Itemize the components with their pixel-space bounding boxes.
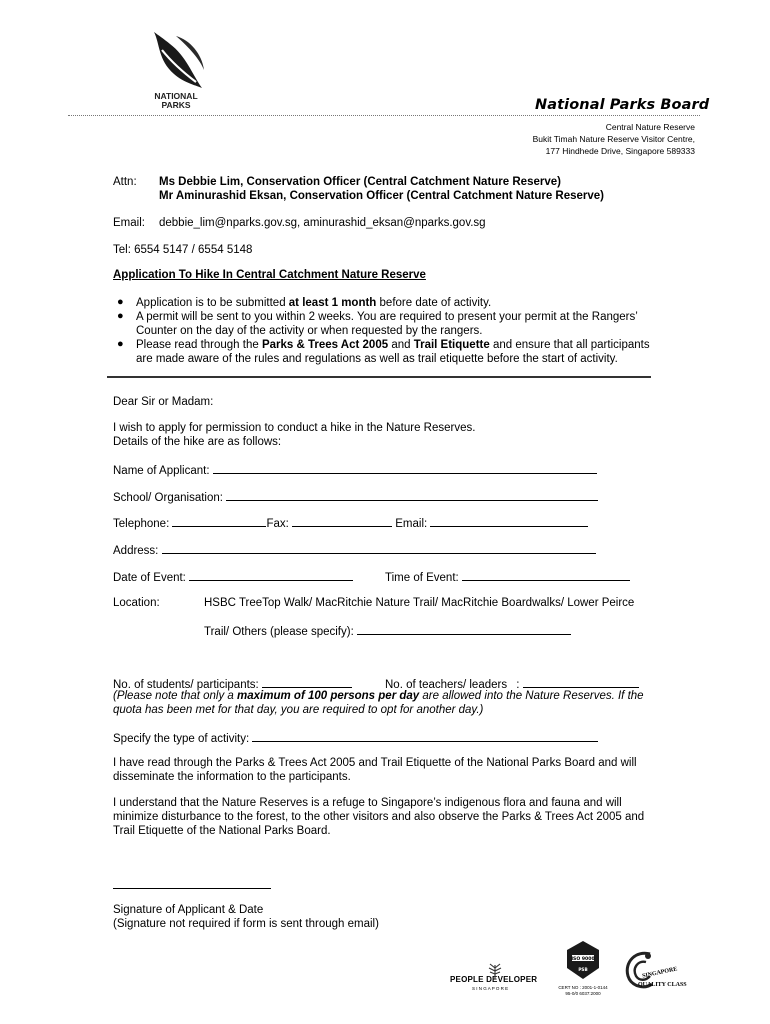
people-developer-country: S I N G A P O R E bbox=[472, 986, 509, 991]
singapore-quality-class-logo bbox=[620, 948, 690, 998]
attn-recipient-1: Ms Debbie Lim, Conservation Officer (Central Catchment Nature Reserve) bbox=[159, 176, 561, 188]
applicant-name-label: Name of Applicant: bbox=[113, 465, 210, 477]
application-title: Application To Hike In Central Catchment Nature Reserve bbox=[113, 269, 426, 281]
bullet-text: Application is to be submitted bbox=[136, 297, 289, 309]
location-others-row bbox=[204, 623, 571, 639]
bullet-emphasis: Parks & Trees Act 2005 bbox=[261, 339, 389, 351]
date-field[interactable] bbox=[189, 569, 353, 581]
location-others-field[interactable] bbox=[357, 623, 571, 635]
location-label: Location: bbox=[113, 597, 160, 609]
note-emphasis: maximum of 100 persons per day bbox=[237, 690, 420, 702]
people-developer-text: PEOPLE DEVELOPER bbox=[450, 975, 538, 984]
activity-label: Specify the type of activity: bbox=[113, 733, 250, 745]
note-text: (Please note that only a bbox=[113, 690, 238, 702]
school-row bbox=[113, 489, 598, 505]
bullet-text: and ensure that all participants bbox=[489, 339, 650, 351]
section-divider bbox=[107, 376, 651, 378]
sqc-text-1: SINGAPORE bbox=[641, 966, 678, 980]
office-address bbox=[533, 121, 695, 157]
signature-note: (Signature not required if form is sent through email) bbox=[113, 918, 379, 930]
students-field[interactable] bbox=[262, 676, 352, 688]
time-label: Time of Event: bbox=[385, 572, 459, 584]
fax-field[interactable] bbox=[292, 515, 392, 527]
bullet-text: and bbox=[388, 339, 414, 351]
teachers-field[interactable] bbox=[523, 676, 639, 688]
wheat-icon bbox=[486, 963, 504, 979]
intro-line-2: Details of the hike are as follows: bbox=[113, 436, 282, 448]
time-field[interactable] bbox=[462, 569, 630, 581]
bullet-icon: ● bbox=[117, 296, 124, 308]
intro-line-1: I wish to apply for permission to conduct a hike in the Nature Reserves. bbox=[113, 422, 476, 434]
contact-row bbox=[113, 515, 588, 531]
contact-email-field[interactable] bbox=[430, 515, 588, 527]
logo-text-parks: PARKS bbox=[161, 100, 191, 110]
date-row bbox=[113, 569, 353, 585]
school-field[interactable] bbox=[226, 489, 598, 501]
address-label: Address: bbox=[113, 545, 159, 557]
address-line: Bukit Timah Nature Reserve Visitor Centre, bbox=[532, 134, 695, 144]
address-line: 177 Hindhede Drive, Singapore 589333 bbox=[545, 146, 695, 156]
bullet-text: Please read through the bbox=[136, 339, 262, 351]
declaration-1-cont: disseminate the information to the participants. bbox=[113, 771, 351, 783]
applicant-name-field[interactable] bbox=[213, 462, 597, 474]
teachers-colon: : bbox=[516, 679, 520, 691]
iso-seal-icon bbox=[565, 940, 601, 980]
attn-recipient-2: Mr Aminurashid Eksan, Conservation Officer (Central Catchment Nature Reserve) bbox=[159, 190, 604, 202]
declaration-2: I understand that the Nature Reserves is a refuge to Singapore’s indigenous flora and fauna and will bbox=[113, 797, 622, 809]
bullet-icon: ● bbox=[117, 310, 124, 322]
activity-row bbox=[113, 730, 598, 746]
iso-label: ISO 9000 bbox=[571, 957, 595, 962]
cert-number-1: CERT NO : 2001-1-0144 bbox=[558, 985, 608, 990]
students-label: No. of students/ participants: bbox=[113, 679, 259, 691]
contact-email-label: Email: bbox=[395, 518, 428, 530]
people-developer-logo bbox=[450, 975, 550, 991]
bullet-emphasis: at least 1 month bbox=[288, 297, 377, 309]
telephone-numbers: Tel: 6554 5147 / 6554 5148 bbox=[113, 244, 253, 256]
leaf-icon bbox=[140, 30, 212, 92]
logo-text-national: NATIONAL bbox=[154, 91, 198, 101]
quota-note-cont: quota has been met for that day, you are required to opt for another day.) bbox=[113, 704, 484, 716]
declaration-2-cont: minimize disturbance to the forest, to the other visitors and also observe the Parks & Trees Act 2005 and bbox=[113, 811, 645, 823]
quota-note bbox=[113, 689, 644, 703]
email-label: Email: bbox=[113, 217, 145, 229]
address-field[interactable] bbox=[162, 542, 596, 554]
address-line: Central Nature Reserve bbox=[605, 122, 695, 132]
location-options: HSBC TreeTop Walk/ MacRitchie Nature Trail/ MacRitchie Boardwalks/ Lower Peirce bbox=[204, 597, 635, 609]
email-addresses: debbie_lim@nparks.gov.sg, aminurashid_eksan@nparks.gov.sg bbox=[159, 217, 486, 229]
nparks-logo bbox=[140, 30, 212, 116]
cert-number-2: 95-0/0 6037:2000 bbox=[565, 991, 601, 996]
signature-label: Signature of Applicant & Date bbox=[113, 904, 264, 916]
bullet-permit-info: A permit will be sent to you within 2 weeks. You are required to present your permit at the Rangers’ bbox=[136, 311, 638, 323]
signature-line[interactable] bbox=[113, 888, 271, 889]
bullet-emphasis: Trail Etiquette bbox=[413, 339, 490, 351]
note-text: are allowed into the Nature Reserves. If the bbox=[419, 690, 644, 702]
address-row bbox=[113, 542, 596, 558]
telephone-field[interactable] bbox=[172, 515, 266, 527]
fax-label: Fax: bbox=[266, 518, 289, 530]
bullet-submission-deadline bbox=[136, 296, 491, 310]
psb-label: PSB bbox=[578, 967, 588, 972]
bullet-read-act bbox=[136, 338, 650, 352]
declaration-1: I have read through the Parks & Trees Act 2005 and Trail Etiquette of the National Parks Board and will bbox=[113, 757, 637, 769]
bullet-read-act-cont: are made aware of the rules and regulations as well as trail etiquette before the start of activity. bbox=[136, 353, 618, 365]
school-label: School/ Organisation: bbox=[113, 492, 223, 504]
telephone-label: Telephone: bbox=[113, 518, 170, 530]
date-label: Date of Event: bbox=[113, 572, 186, 584]
teachers-label: No. of teachers/ leaders bbox=[385, 679, 508, 691]
bullet-text: before date of activity. bbox=[376, 297, 492, 309]
sqc-text-2: QUALITY CLASS bbox=[638, 982, 687, 988]
salutation: Dear Sir or Madam: bbox=[113, 396, 214, 408]
iso-psb-logo bbox=[557, 940, 609, 1004]
bullet-permit-info-cont: Counter on the day of the activity or when requested by the rangers. bbox=[136, 325, 483, 337]
location-others-label: Trail/ Others (please specify): bbox=[204, 626, 354, 638]
attn-label: Attn: bbox=[113, 176, 137, 188]
header-divider bbox=[68, 115, 700, 116]
time-row bbox=[385, 569, 630, 585]
declaration-2-cont: Trail Etiquette of the National Parks Board. bbox=[113, 825, 331, 837]
org-wordmark: National Parks Board bbox=[535, 97, 710, 113]
activity-field[interactable] bbox=[252, 730, 598, 742]
applicant-name-row bbox=[113, 462, 597, 478]
bullet-icon: ● bbox=[117, 338, 124, 350]
